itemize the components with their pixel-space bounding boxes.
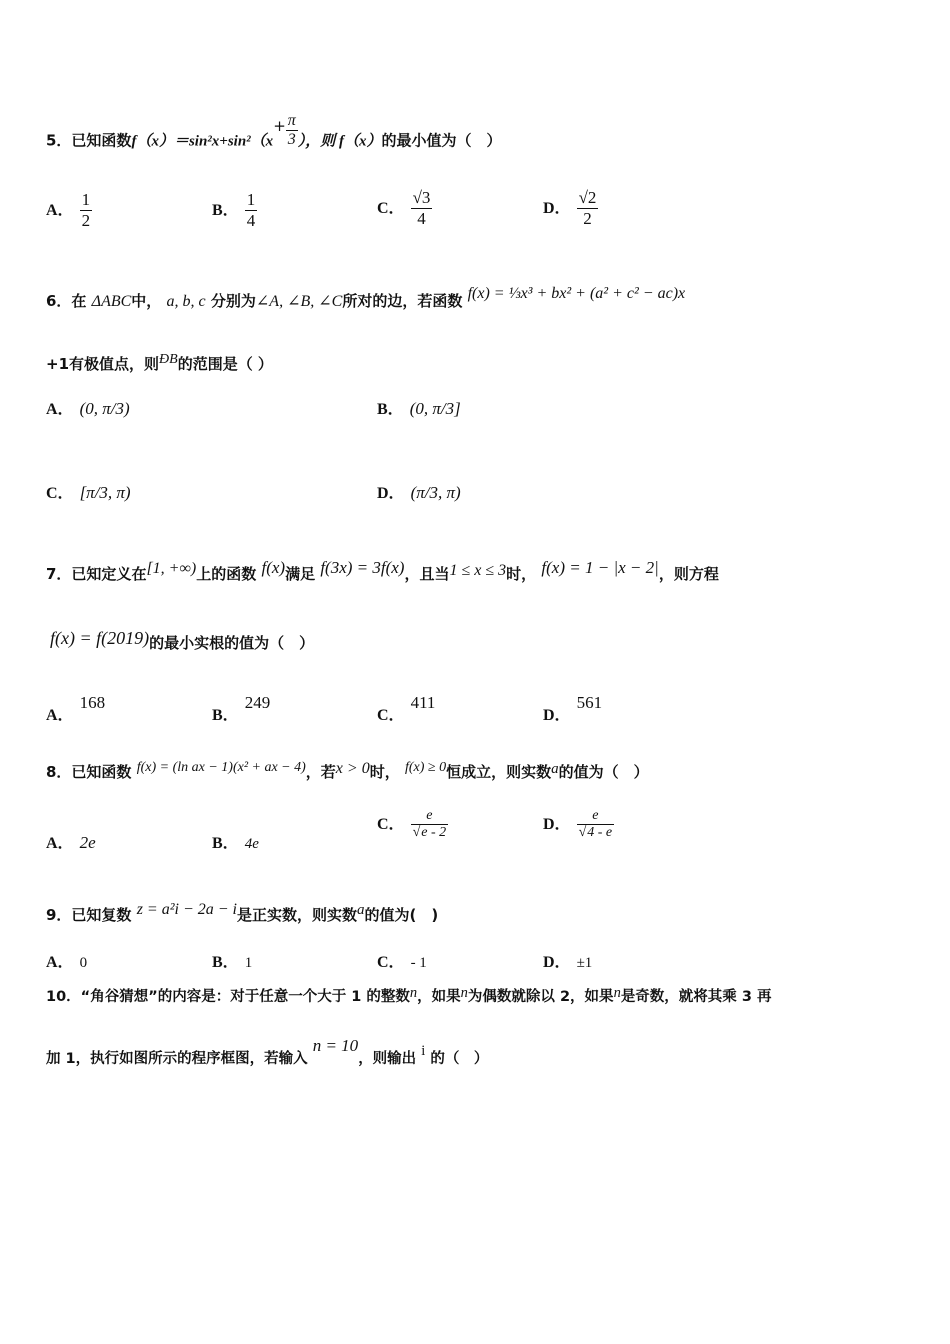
q8-option-d-value: $\frac{e}{√4 - e}$ <box>578 808 613 841</box>
q6-angles: ∠A, ∠B, ∠C <box>255 293 343 310</box>
q8-option-c-value: $\frac{e}{√e - 2}$ <box>412 808 447 841</box>
q8-option-b-value: 4e <box>244 836 259 852</box>
q5-option-a-value: $\frac{1}{2}$ <box>81 190 91 230</box>
q8-option-a[interactable]: A． 2e <box>46 833 96 852</box>
q9-option-d-value: ±1 <box>576 955 593 971</box>
q5-tail: 的最小值为（ ） <box>381 131 502 150</box>
question-9: 9．已知复数 z = a²i − 2a − i是正实数，则实数a的值为( ) <box>46 901 439 924</box>
q6-angle-b: ÐB <box>159 352 178 367</box>
q5-function: f（x）＝sin²x+sin²（x <box>131 133 274 150</box>
q6-option-a-value: (0, π/3) <box>79 399 130 418</box>
q8-function: f(x) = (ln ax − 1)(x² + ax − 4) <box>136 760 306 775</box>
q5-lead: 5．已知函数 <box>46 131 132 150</box>
q7-definition: f(x) = 1 − |x − 2| <box>541 558 659 577</box>
question-8: 8．已知函数 f(x) = (ln ax − 1)(x² + ax − 4)，若x > 0时， f(x) ≥ 0恒成立，则实数a的值为（ ） <box>46 760 649 781</box>
q5-option-c-value: $\frac{√3}{4}$ <box>412 188 431 228</box>
q9-option-a[interactable]: A． 0 <box>46 954 88 971</box>
q7-option-b[interactable]: B．249 <box>212 693 271 724</box>
q8-option-c[interactable]: C． $\frac{e}{√e - 2}$ <box>377 808 447 841</box>
question-7-line-2: f(x) = f(2019)的最小实根的值为（ ） <box>50 628 315 652</box>
q9-option-c[interactable]: C． - 1 <box>377 954 427 971</box>
q10-output: i <box>421 1043 426 1059</box>
question-6: 6．在 ΔABC中， a, b, c 分别为∠A, ∠B, ∠C所对的边，若函数 f(x) = ⅓x³ + bx² + (a² + c² − ac)x <box>46 285 686 310</box>
q5-plus: + <box>273 117 286 136</box>
q7-option-d-value: 561 <box>576 693 603 712</box>
q5-option-a[interactable]: A． $\frac{1}{2}$ <box>46 190 91 230</box>
question-10: 10．“角谷猜想”的内容是：对于任意一个大于 1 的整数n，如果n为偶数就除以 2，如果n是奇数，就将其乘 3 再 <box>46 985 772 1005</box>
q6-option-d[interactable]: D． (π/3, π) <box>377 483 461 502</box>
q6-sides: a, b, c <box>166 293 206 310</box>
q5-tail-function: ），则 f（x） <box>297 133 382 150</box>
q8-option-d[interactable]: D． $\frac{e}{√4 - e}$ <box>543 808 613 841</box>
q5-pi-over-3: $\frac{\pi}{3}$ <box>287 112 296 149</box>
q8-var: a <box>551 761 559 777</box>
q7-range: 1 ≤ x ≤ 3 <box>449 562 507 579</box>
q7-option-c-value: 411 <box>410 693 436 712</box>
q9-option-c-value: - 1 <box>410 955 427 971</box>
q8-option-b[interactable]: B． 4e <box>212 835 259 852</box>
q7-option-b-value: 249 <box>244 693 271 712</box>
q5-option-d-value: $\frac{√2}{2}$ <box>578 188 597 228</box>
q7-condition: f(3x) = 3f(x) <box>320 558 405 577</box>
q6-function: f(x) = ⅓x³ + bx² + (a² + c² − ac)x <box>467 285 686 302</box>
q6-option-c[interactable]: C． [π/3, π) <box>46 483 131 502</box>
q10-input: n = 10 <box>312 1036 359 1055</box>
q6-triangle: ΔABC <box>91 293 132 310</box>
q5-option-c[interactable]: C． $\frac{√3}{4}$ <box>377 188 431 228</box>
q8-option-a-value: 2e <box>79 833 96 852</box>
question-5 <box>46 112 502 160</box>
q9-expression: z = a²i − 2a − i <box>136 901 237 918</box>
q6-option-d-value: (π/3, π) <box>410 483 461 502</box>
q7-equation: f(x) = f(2019) <box>50 628 150 648</box>
q7-option-a[interactable]: A．168 <box>46 693 106 724</box>
q9-var: a <box>357 902 365 918</box>
q5-option-d[interactable]: D． $\frac{√2}{2}$ <box>543 188 597 228</box>
q5-option-b-value: $\frac{1}{4}$ <box>246 190 256 230</box>
question-6-line-2: +1有极值点，则ÐB的范围是（ ） <box>46 352 273 373</box>
q7-option-c[interactable]: C．411 <box>377 693 436 724</box>
q9-option-b[interactable]: B． 1 <box>212 954 253 971</box>
q9-option-a-value: 0 <box>79 955 88 971</box>
q5-option-b[interactable]: B． $\frac{1}{4}$ <box>212 190 256 230</box>
q6-option-b[interactable]: B． (0, π/3] <box>377 399 461 418</box>
question-10-line-2: 加 1，执行如图所示的程序框图，若输入 n = 10，则输出 i 的（ ） <box>46 1036 489 1067</box>
q6-lead: 6．在 <box>46 292 87 310</box>
q7-fx: f(x) <box>261 558 286 577</box>
q8-inequality: f(x) ≥ 0 <box>404 760 447 775</box>
question-7: 7．已知定义在[1, +∞)上的函数 f(x)满足 f(3x) = 3f(x)，且当1 ≤ x ≤ 3时， f(x) = 1 − |x − 2|，则方程 <box>46 558 719 583</box>
q7-option-a-value: 168 <box>79 693 106 712</box>
q6-option-b-value: (0, π/3] <box>409 399 461 418</box>
q6-option-a[interactable]: A． (0, π/3) <box>46 399 130 418</box>
q7-option-d[interactable]: D．561 <box>543 693 603 724</box>
q6-option-c-value: [π/3, π) <box>79 483 131 502</box>
q7-domain: [1, +∞) <box>146 560 197 577</box>
q8-condition: x > 0 <box>335 760 370 777</box>
q9-option-b-value: 1 <box>244 955 253 971</box>
q9-option-d[interactable]: D． ±1 <box>543 954 593 971</box>
